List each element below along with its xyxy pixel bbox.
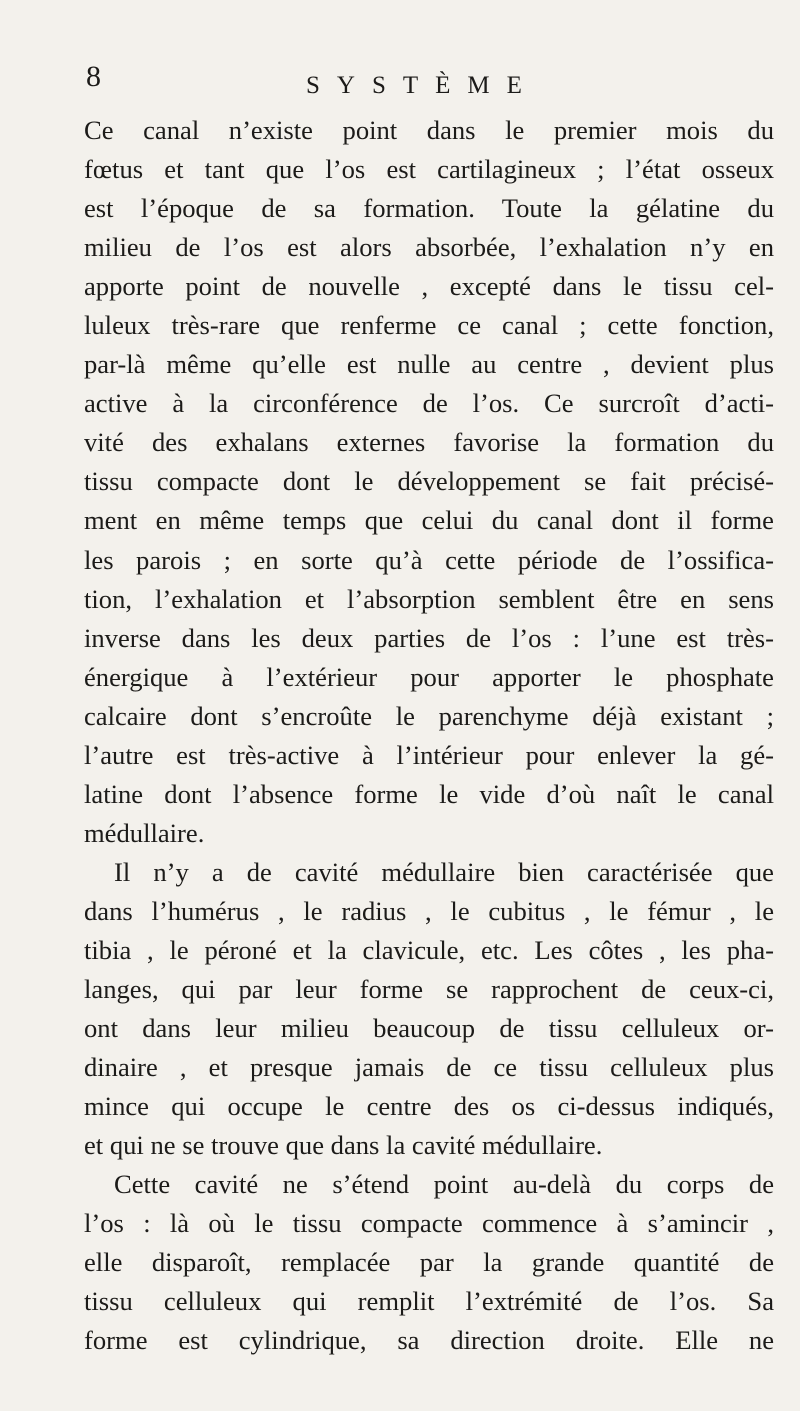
text-line: latine dont l’absence forme le vide d’où naît le canal xyxy=(84,778,774,809)
text-line: mince qui occupe le centre des os ci-dessus indiqués, xyxy=(84,1091,774,1122)
text-line: et qui ne se trouve que dans la cavité médullaire. xyxy=(84,1130,603,1161)
text-line: ment en même temps que celui du canal dont il forme xyxy=(84,505,774,536)
text-line: calcaire dont s’encroûte le parenchyme déjà existant ; xyxy=(84,700,774,731)
body-text xyxy=(84,111,774,1361)
text-line: active à la circonférence de l’os. Ce surcroît d’acti- xyxy=(84,388,774,419)
text-line: inverse dans les deux parties de l’os : l’une est très- xyxy=(84,622,774,653)
text-line: Cette cavité ne s’étend point au-delà du corps de xyxy=(114,1169,774,1200)
text-line: fœtus et tant que l’os est cartilagineux ; l’état osseux xyxy=(84,154,774,185)
text-line: tibia , le péroné et la clavicule, etc. Les côtes , les pha- xyxy=(84,934,774,965)
text-line: Il n’y a de cavité médullaire bien caractérisée que xyxy=(114,856,774,887)
text-line: apporte point de nouvelle , excepté dans le tissu cel- xyxy=(84,271,774,302)
text-line: est l’époque de sa formation. Toute la gélatine du xyxy=(84,193,774,224)
page-number: 8 xyxy=(86,60,101,93)
text-line: elle disparoît, remplacée par la grande quantité de xyxy=(84,1247,774,1278)
text-line: dinaire , et presque jamais de ce tissu celluleux plus xyxy=(84,1052,774,1083)
text-line: les parois ; en sorte qu’à cette période de l’ossifica- xyxy=(84,544,774,575)
text-line: dans l’humérus , le radius , le cubitus , le fémur , le xyxy=(84,895,774,926)
page-header xyxy=(86,62,776,102)
text-line: tion, l’exhalation et l’absorption semblent être en sens xyxy=(84,583,774,614)
text-line: médullaire. xyxy=(84,817,205,848)
text-line: langes, qui par leur forme se rapprochent de ceux-ci, xyxy=(84,974,774,1005)
text-line: tissu compacte dont le développement se fait précisé- xyxy=(84,466,774,497)
running-head: SYSTÈME xyxy=(306,72,539,99)
text-line: ont dans leur milieu beaucoup de tissu celluleux or- xyxy=(84,1013,774,1044)
text-line: Ce canal n’existe point dans le premier mois du xyxy=(84,115,774,145)
text-line: milieu de l’os est alors absorbée, l’exhalation n’y en xyxy=(84,232,774,263)
text-line: énergique à l’extérieur pour apporter le phosphate xyxy=(84,661,774,692)
text-line: l’os : là où le tissu compacte commence à s’amincir , xyxy=(84,1208,774,1239)
text-line: l’autre est très-active à l’intérieur pour enlever la gé- xyxy=(84,739,774,770)
text-line: tissu celluleux qui remplit l’extrémité de l’os. Sa xyxy=(84,1286,774,1317)
text-line: vité des exhalans externes favorise la formation du xyxy=(84,427,774,458)
text-line: forme est cylindrique, sa direction droite. Elle ne xyxy=(84,1325,774,1356)
text-line: par-là même qu’elle est nulle au centre , devient plus xyxy=(84,349,774,380)
text-line: luleux très-rare que renferme ce canal ; cette fonction, xyxy=(84,310,774,341)
